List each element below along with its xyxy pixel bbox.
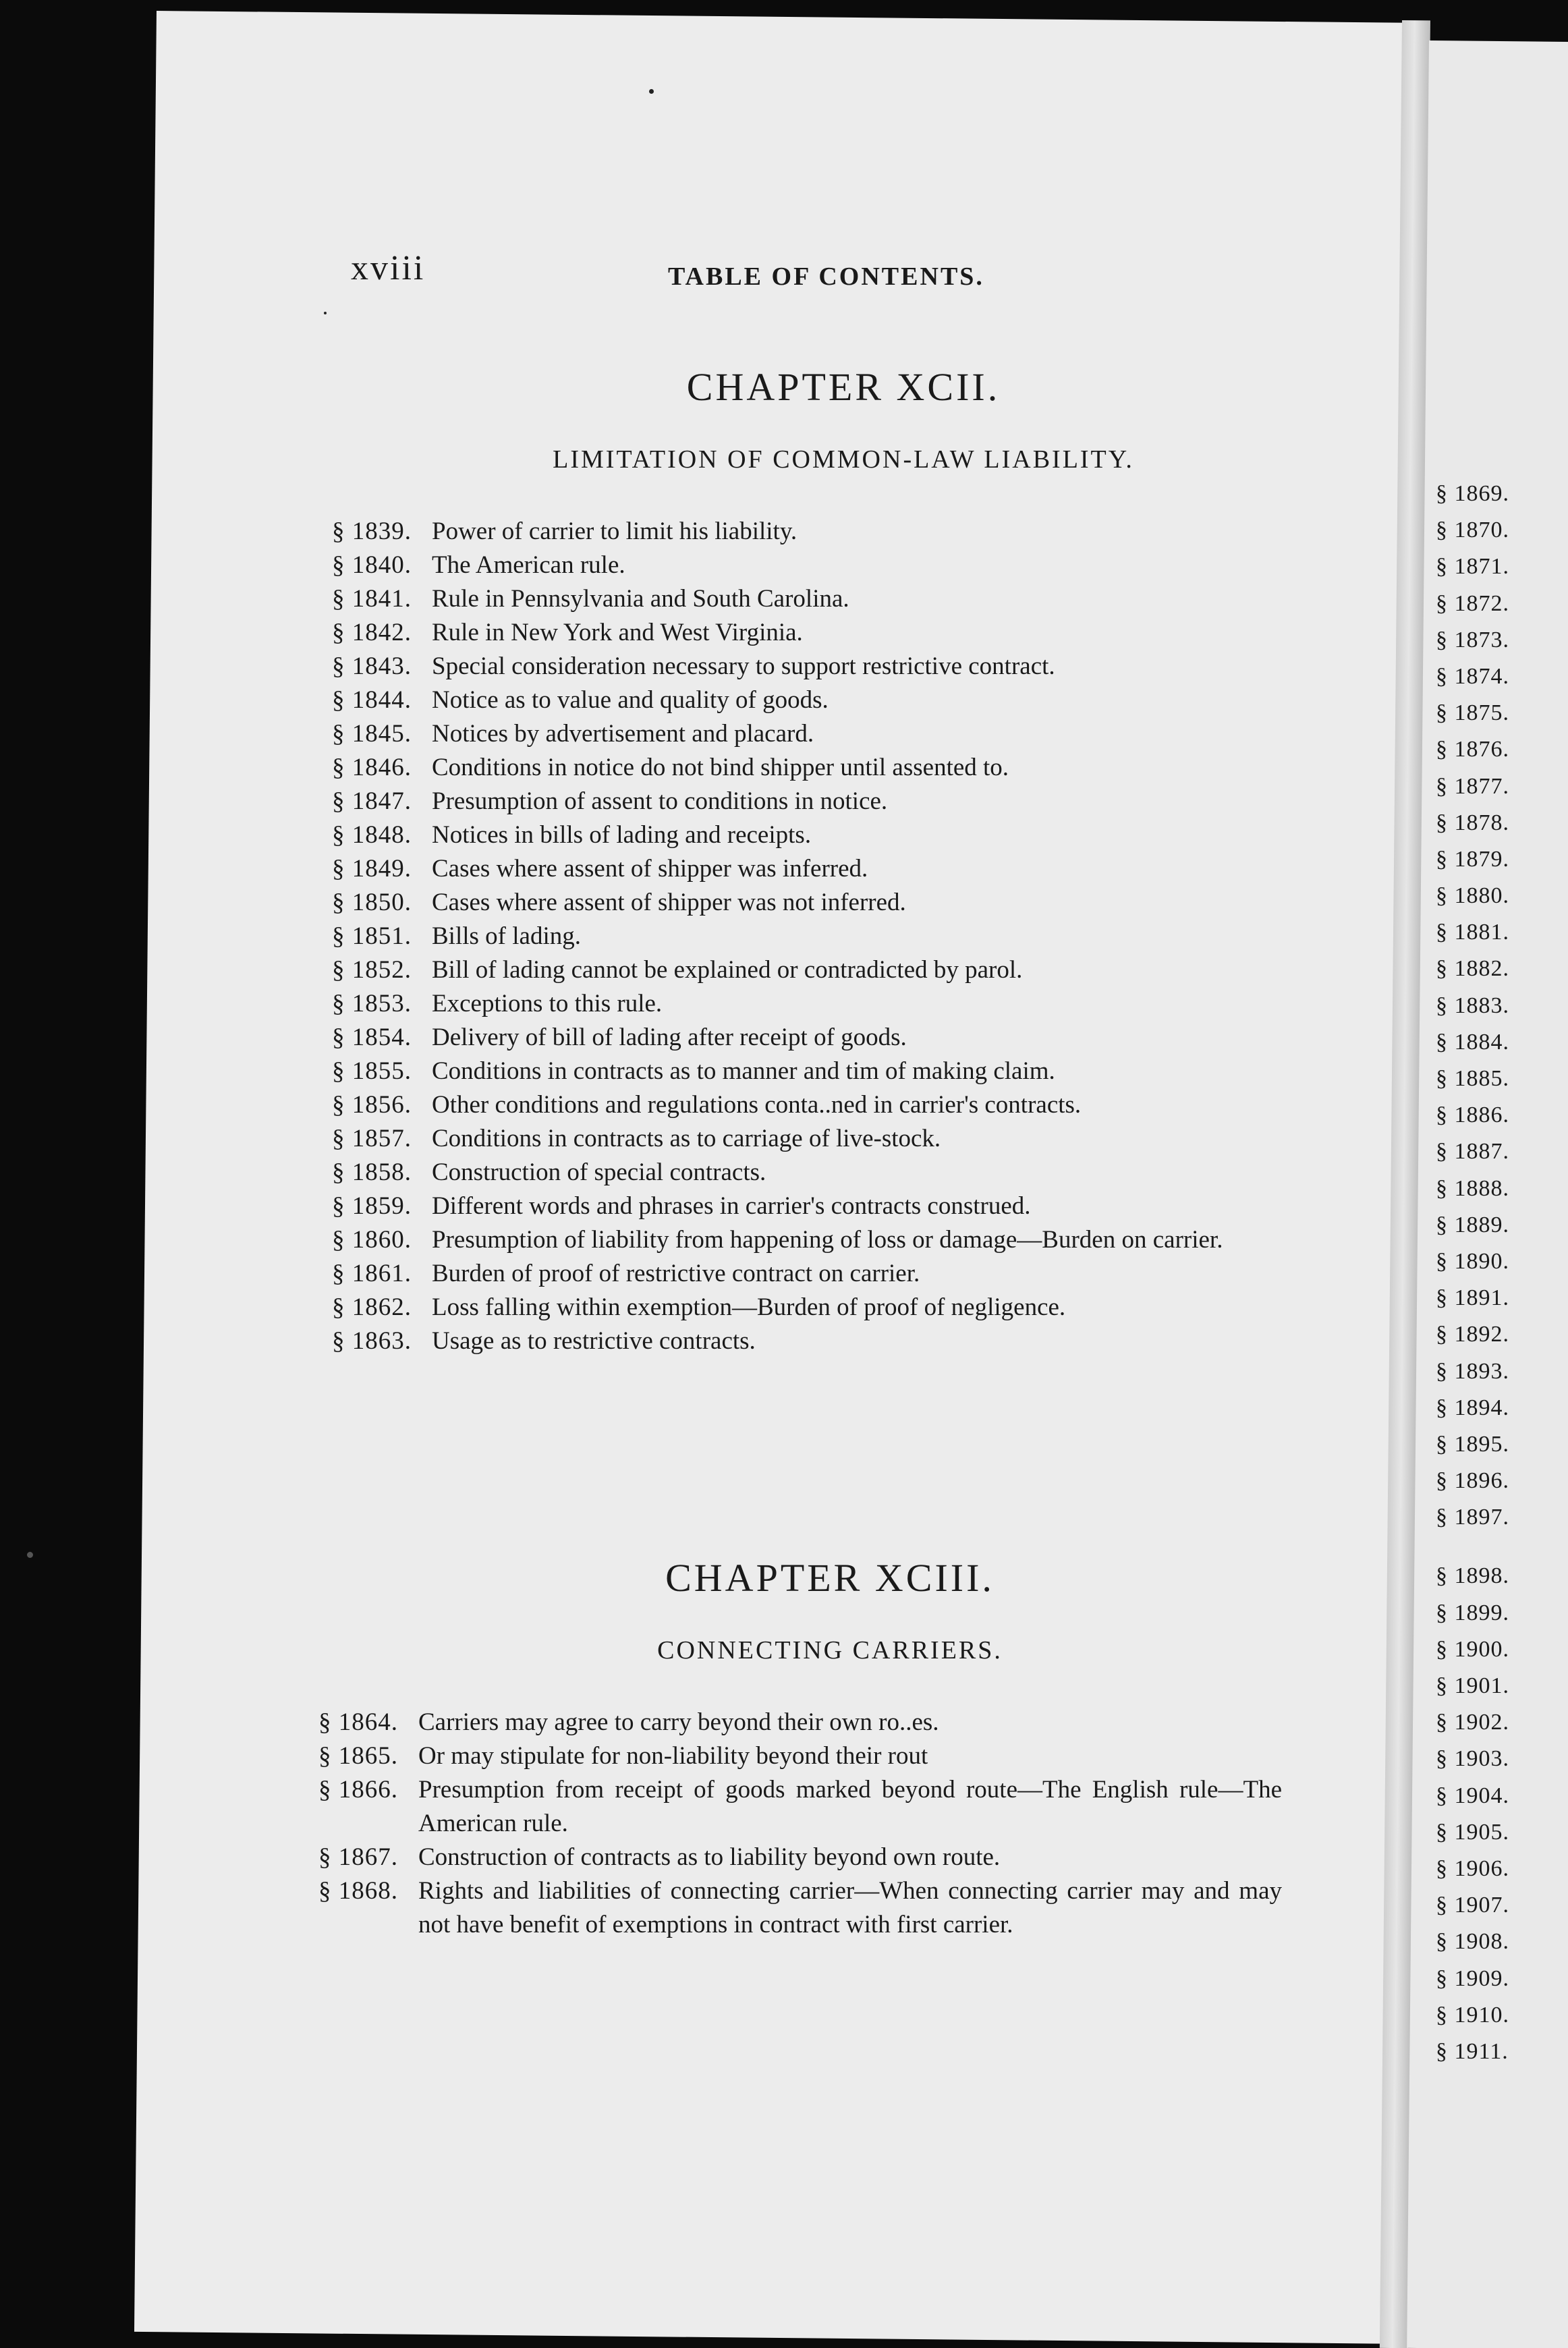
section-heading: Cases where assent of shipper was not inferred. <box>432 889 906 916</box>
section-heading: Carriers may agree to carry beyond their own ro..es. <box>418 1708 939 1736</box>
chapter-xciii <box>297 1555 1282 1942</box>
right-page-section-number: § 1905. <box>1436 1819 1509 1845</box>
running-title: TABLE OF CONTENTS. <box>668 262 984 291</box>
section-heading: Or may stipulate for non-liability beyond their rout <box>418 1742 928 1770</box>
right-page-section-number: § 1894. <box>1436 1395 1509 1420</box>
toc-entry <box>310 1324 1295 1358</box>
right-page-section-number: § 1901. <box>1436 1673 1509 1698</box>
section-heading: Exceptions to this rule. <box>432 990 663 1017</box>
toc-entry <box>310 751 1295 785</box>
right-page-section-number: § 1903. <box>1436 1746 1509 1772</box>
section-heading: Power of carrier to limit his liability. <box>432 518 797 545</box>
section-number: § 1862. <box>332 1293 412 1321</box>
section-heading: Loss falling within exemption—Burden of proof of negligence. <box>432 1293 1066 1321</box>
right-page-section-number: § 1871. <box>1436 554 1509 580</box>
section-heading: Construction of contracts as to liability beyond own route. <box>418 1843 1001 1871</box>
toc-entry <box>310 515 1295 549</box>
toc-entry <box>310 650 1295 683</box>
section-number: § 1851. <box>332 922 412 950</box>
section-number: § 1855. <box>332 1057 412 1085</box>
right-page-section-number: § 1892. <box>1436 1322 1509 1347</box>
chapter-xcii <box>310 364 1295 1358</box>
section-number: § 1839. <box>332 518 412 545</box>
right-page-section-number: § 1902. <box>1436 1710 1509 1735</box>
right-page-section-number: § 1898. <box>1436 1563 1509 1589</box>
section-number: § 1857. <box>332 1125 412 1152</box>
section-heading: Presumption from receipt of goods marked beyond route—The English rule—The American rule. <box>418 1776 1282 1837</box>
right-page-section-number: § 1890. <box>1436 1248 1509 1274</box>
section-number: § 1842. <box>332 619 412 646</box>
section-heading: Notice as to value and quality of goods. <box>432 686 829 714</box>
section-heading: Usage as to restrictive contracts. <box>432 1327 756 1355</box>
toc-entry <box>297 1773 1282 1841</box>
section-heading: Other conditions and regulations conta..ned in carrier's contracts. <box>432 1091 1082 1119</box>
section-heading: Rights and liabilities of connecting carrier—When connecting carrier may and may not have benefit of exemptions in contract with first carrier. <box>418 1877 1282 1938</box>
section-heading: Conditions in contracts as to manner and tim of making claim. <box>432 1057 1055 1085</box>
section-heading: The American rule. <box>432 551 625 579</box>
section-heading: Bill of lading cannot be explained or contradicted by parol. <box>432 956 1023 984</box>
section-heading: Special consideration necessary to support restrictive contract. <box>432 652 1055 680</box>
right-page-section-number: § 1888. <box>1436 1175 1509 1201</box>
ink-speck <box>649 89 654 94</box>
section-number: § 1844. <box>332 686 412 714</box>
toc-entry <box>310 953 1295 987</box>
section-number: § 1852. <box>332 956 412 984</box>
section-heading: Cases where assent of shipper was inferred. <box>432 855 868 883</box>
toc-entry <box>310 1088 1295 1122</box>
section-number: § 1846. <box>332 754 412 781</box>
toc-entry <box>310 683 1295 717</box>
toc-entry <box>310 1223 1295 1257</box>
toc-entry <box>297 1706 1282 1739</box>
toc-entry <box>310 717 1295 751</box>
section-number: § 1868. <box>318 1877 398 1905</box>
section-heading: Notices by advertisement and placard. <box>432 720 814 748</box>
section-number: § 1849. <box>332 855 412 883</box>
toc-entry <box>310 549 1295 582</box>
toc-entry <box>297 1841 1282 1874</box>
section-number: § 1859. <box>332 1192 412 1220</box>
section-number: § 1861. <box>332 1260 412 1287</box>
section-heading: Conditions in notice do not bind shipper until assented to. <box>432 754 1009 781</box>
right-page-section-number: § 1886. <box>1436 1102 1509 1128</box>
toc-entry <box>310 785 1295 818</box>
right-page-section-number: § 1877. <box>1436 773 1509 799</box>
page-number: xviii <box>351 249 426 287</box>
right-page-section-number: § 1882. <box>1436 956 1509 982</box>
section-heading: Conditions in contracts as to carriage of live-stock. <box>432 1125 941 1152</box>
right-page-section-number: § 1891. <box>1436 1285 1509 1311</box>
section-number: § 1853. <box>332 990 412 1017</box>
section-number: § 1854. <box>332 1024 412 1051</box>
right-page-section-number: § 1907. <box>1436 1893 1509 1918</box>
right-page-section-number: § 1878. <box>1436 810 1509 835</box>
toc-entry <box>310 1055 1295 1088</box>
ink-speck <box>27 1552 33 1558</box>
right-page-section-number: § 1911. <box>1436 2038 1509 2064</box>
section-number: § 1850. <box>332 889 412 916</box>
section-number: § 1848. <box>332 821 412 849</box>
toc-entry <box>297 1874 1282 1942</box>
toc-entry <box>310 1156 1295 1190</box>
section-heading: Presumption of liability from happening of loss or damage—Burden on carrier. <box>432 1226 1223 1254</box>
ink-speck <box>324 312 327 314</box>
chapter-subtitle: CONNECTING CARRIERS. <box>657 1636 1003 1665</box>
chapter-title: CHAPTER XCII. <box>686 365 1001 409</box>
right-page-section-number: § 1900. <box>1436 1636 1509 1662</box>
right-page-section-number: § 1876. <box>1436 737 1509 762</box>
section-heading: Rule in New York and West Virginia. <box>432 619 803 646</box>
right-page-section-number: § 1872. <box>1436 590 1509 616</box>
right-page-section-number: § 1869. <box>1436 481 1509 506</box>
section-heading: Burden of proof of restrictive contract on carrier. <box>432 1260 920 1287</box>
running-head <box>351 248 1228 296</box>
chapter-title: CHAPTER XCIII. <box>665 1556 995 1600</box>
right-page-section-number: § 1906. <box>1436 1855 1509 1881</box>
section-number: § 1865. <box>318 1742 398 1770</box>
right-page-section-list <box>1436 476 1568 2070</box>
right-page-section-number: § 1881. <box>1436 920 1509 945</box>
toc-entry <box>310 818 1295 852</box>
section-heading: Rule in Pennsylvania and South Carolina. <box>432 585 849 613</box>
section-number: § 1847. <box>332 787 412 815</box>
right-page-section-number: § 1889. <box>1436 1212 1509 1237</box>
section-number: § 1866. <box>318 1776 398 1804</box>
section-heading: Presumption of assent to conditions in notice. <box>432 787 888 815</box>
toc-entry <box>310 1021 1295 1055</box>
toc-entry <box>310 1291 1295 1324</box>
section-number: § 1843. <box>332 652 412 680</box>
right-page-section-number: § 1885. <box>1436 1066 1509 1091</box>
right-page-section-number: § 1910. <box>1436 2002 1509 2028</box>
right-page-section-number: § 1884. <box>1436 1029 1509 1055</box>
right-page-section-number: § 1873. <box>1436 627 1509 652</box>
section-heading: Delivery of bill of lading after receipt of goods. <box>432 1024 907 1051</box>
right-page-section-number: § 1879. <box>1436 846 1509 872</box>
section-heading: Notices in bills of lading and receipts. <box>432 821 812 849</box>
chapter-subtitle: LIMITATION OF COMMON-LAW LIABILITY. <box>553 445 1134 474</box>
right-page-section-number: § 1896. <box>1436 1468 1509 1494</box>
section-number: § 1856. <box>332 1091 412 1119</box>
chapter-entries <box>297 1706 1282 1942</box>
section-number: § 1858. <box>332 1158 412 1186</box>
right-page-section-number: § 1875. <box>1436 700 1509 726</box>
toc-entry <box>310 852 1295 886</box>
toc-entry <box>310 920 1295 953</box>
toc-entry <box>310 1190 1295 1223</box>
chapter-entries <box>310 515 1295 1358</box>
right-page-section-number: § 1899. <box>1436 1600 1509 1625</box>
section-number: § 1867. <box>318 1843 398 1871</box>
right-page-section-number: § 1908. <box>1436 1929 1509 1955</box>
toc-entry <box>310 886 1295 920</box>
right-page-section-number: § 1874. <box>1436 663 1509 689</box>
right-page-section-number: § 1895. <box>1436 1431 1509 1457</box>
section-number: § 1840. <box>332 551 412 579</box>
section-number: § 1860. <box>332 1226 412 1254</box>
right-page-section-number: § 1897. <box>1436 1505 1509 1530</box>
right-page-section-number: § 1883. <box>1436 993 1509 1018</box>
right-page-section-number: § 1880. <box>1436 883 1509 909</box>
toc-entry <box>310 1122 1295 1156</box>
toc-entry <box>297 1739 1282 1773</box>
section-number: § 1863. <box>332 1327 412 1355</box>
toc-entry <box>310 582 1295 616</box>
right-page-section-number: § 1904. <box>1436 1783 1509 1808</box>
right-page-section-number: § 1870. <box>1436 518 1509 543</box>
section-number: § 1864. <box>318 1708 398 1736</box>
section-heading: Different words and phrases in carrier's contracts construed. <box>432 1192 1031 1220</box>
right-page-section-number: § 1893. <box>1436 1358 1509 1384</box>
section-heading: Bills of lading. <box>432 922 581 950</box>
section-number: § 1845. <box>332 720 412 748</box>
right-page-section-number: § 1909. <box>1436 1965 1509 1991</box>
section-number: § 1841. <box>332 585 412 613</box>
section-heading: Construction of special contracts. <box>432 1158 766 1186</box>
toc-entry <box>310 987 1295 1021</box>
toc-entry <box>310 1257 1295 1291</box>
toc-entry <box>310 616 1295 650</box>
right-page-section-number: § 1887. <box>1436 1139 1509 1165</box>
